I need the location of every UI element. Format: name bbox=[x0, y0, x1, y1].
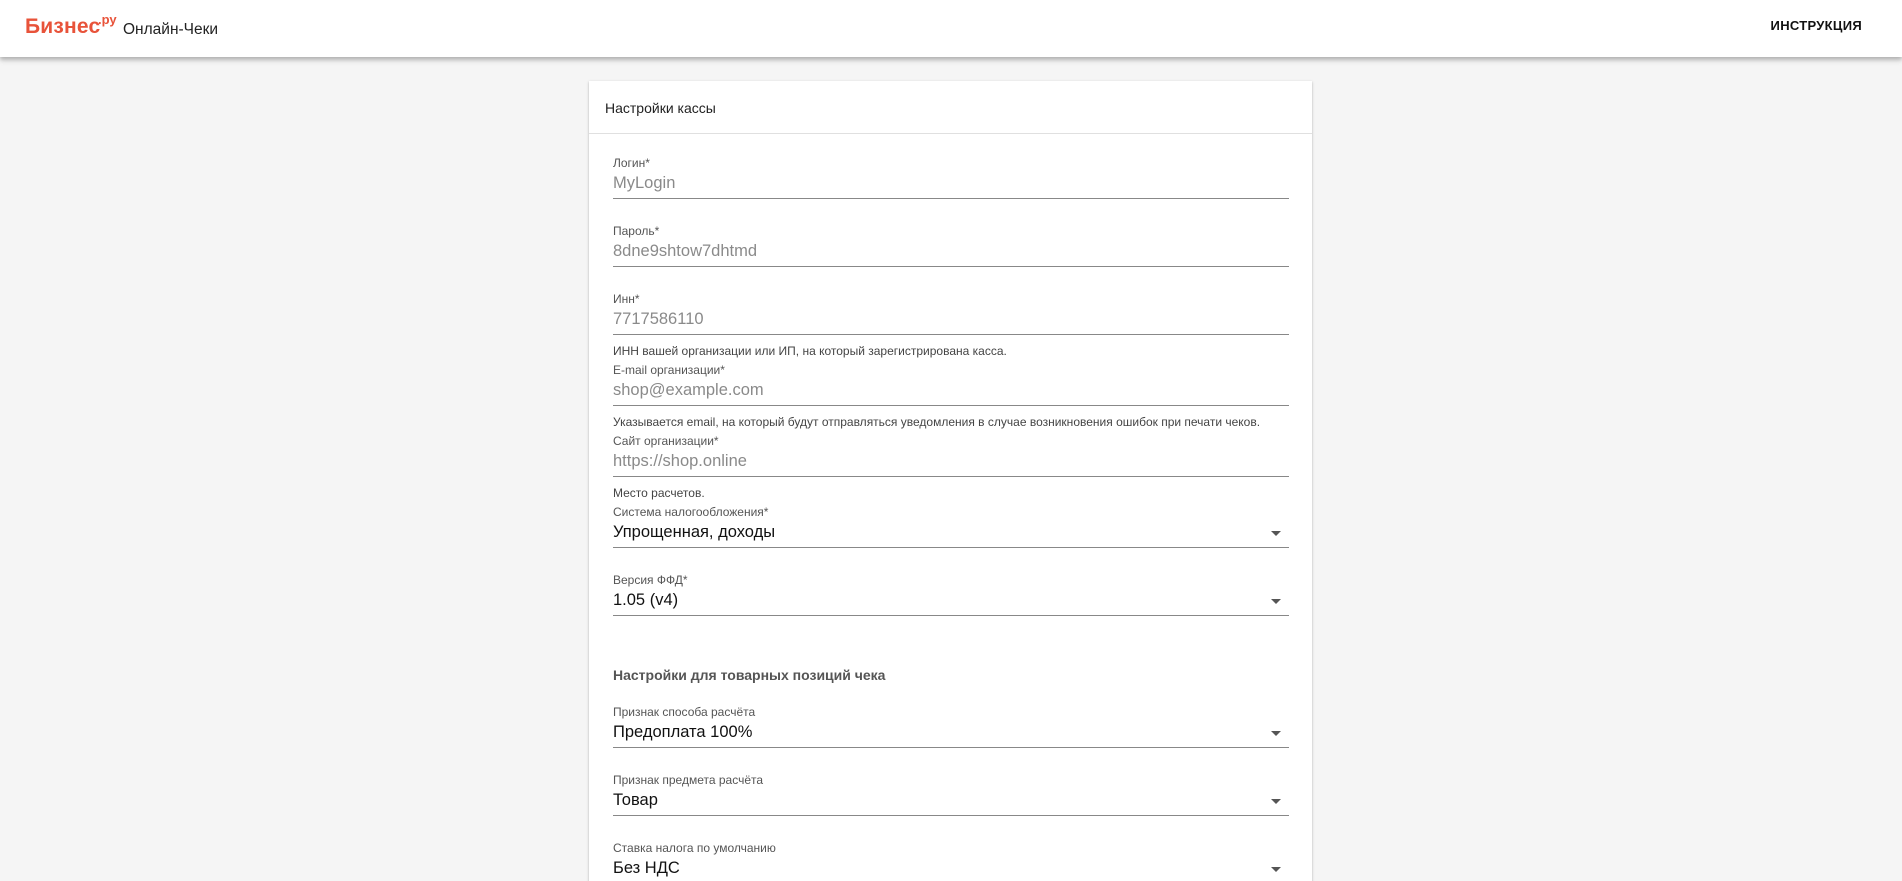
password-input[interactable] bbox=[613, 239, 1289, 267]
vat-rate-value: Без НДС bbox=[613, 859, 680, 877]
ffd-version-select[interactable] bbox=[613, 588, 1289, 616]
tax-system-select[interactable] bbox=[613, 520, 1289, 548]
tax-system-field bbox=[613, 504, 1289, 548]
login-input[interactable] bbox=[613, 171, 1289, 199]
payment-method-label: Признак способа расчёта bbox=[613, 705, 756, 719]
logo-product-name: Онлайн-Чеки bbox=[123, 21, 219, 38]
login-label: Логин* bbox=[613, 156, 650, 170]
logo-brand-suffix: .ру bbox=[98, 12, 117, 27]
payment-object-select[interactable] bbox=[613, 788, 1289, 816]
inn-label: Инн* bbox=[613, 292, 640, 306]
password-field bbox=[613, 223, 1289, 267]
email-field bbox=[613, 362, 1289, 406]
payment-method-field bbox=[613, 704, 1289, 748]
cash-register-settings-card bbox=[589, 81, 1312, 881]
tax-system-value: Упрощенная, доходы bbox=[613, 523, 776, 541]
login-field bbox=[613, 155, 1289, 199]
card-header bbox=[589, 81, 1312, 134]
inn-input[interactable] bbox=[613, 307, 1289, 335]
email-input[interactable] bbox=[613, 378, 1289, 406]
email-label: E-mail организации* bbox=[613, 363, 725, 377]
instruction-link[interactable]: ИНСТРУКЦИЯ bbox=[1770, 18, 1862, 33]
vat-rate-field bbox=[613, 840, 1289, 881]
payment-method-value: Предоплата 100% bbox=[613, 723, 753, 741]
chevron-down-icon bbox=[1271, 799, 1281, 804]
site-input[interactable] bbox=[613, 449, 1289, 477]
ffd-version-label: Версия ФФД* bbox=[613, 573, 688, 587]
inn-helper-text: ИНН вашей организации или ИП, на который зарегистрирована касса. bbox=[613, 344, 1007, 358]
email-helper-text: Указывается email, на который будут отправляться уведомления в случае возникновения ошибок при печати чеков. bbox=[613, 415, 1261, 429]
logo-brand: Бизнес bbox=[25, 15, 101, 38]
tax-system-label: Система налогообложения* bbox=[613, 505, 769, 519]
card-title: Настройки кассы bbox=[605, 100, 716, 116]
app-bar bbox=[0, 0, 1902, 57]
password-label: Пароль* bbox=[613, 224, 660, 238]
vat-rate-select[interactable] bbox=[613, 856, 1289, 881]
item-settings-section-title: Настройки для товарных позиций чека bbox=[613, 667, 886, 683]
payment-object-field bbox=[613, 772, 1289, 816]
site-field bbox=[613, 433, 1289, 477]
chevron-down-icon bbox=[1271, 731, 1281, 736]
payment-object-label: Признак предмета расчёта bbox=[613, 773, 764, 787]
chevron-down-icon bbox=[1271, 599, 1281, 604]
inn-field bbox=[613, 291, 1289, 335]
chevron-down-icon bbox=[1271, 867, 1281, 872]
payment-object-value: Товар bbox=[613, 791, 658, 809]
payment-method-select[interactable] bbox=[613, 720, 1289, 748]
ffd-version-value: 1.05 (v4) bbox=[613, 591, 679, 609]
vat-rate-label: Ставка налога по умолчанию bbox=[613, 841, 776, 855]
chevron-down-icon bbox=[1271, 531, 1281, 536]
site-helper-text: Место расчетов. bbox=[613, 486, 705, 500]
site-label: Сайт организации* bbox=[613, 434, 719, 448]
ffd-version-field bbox=[613, 572, 1289, 616]
